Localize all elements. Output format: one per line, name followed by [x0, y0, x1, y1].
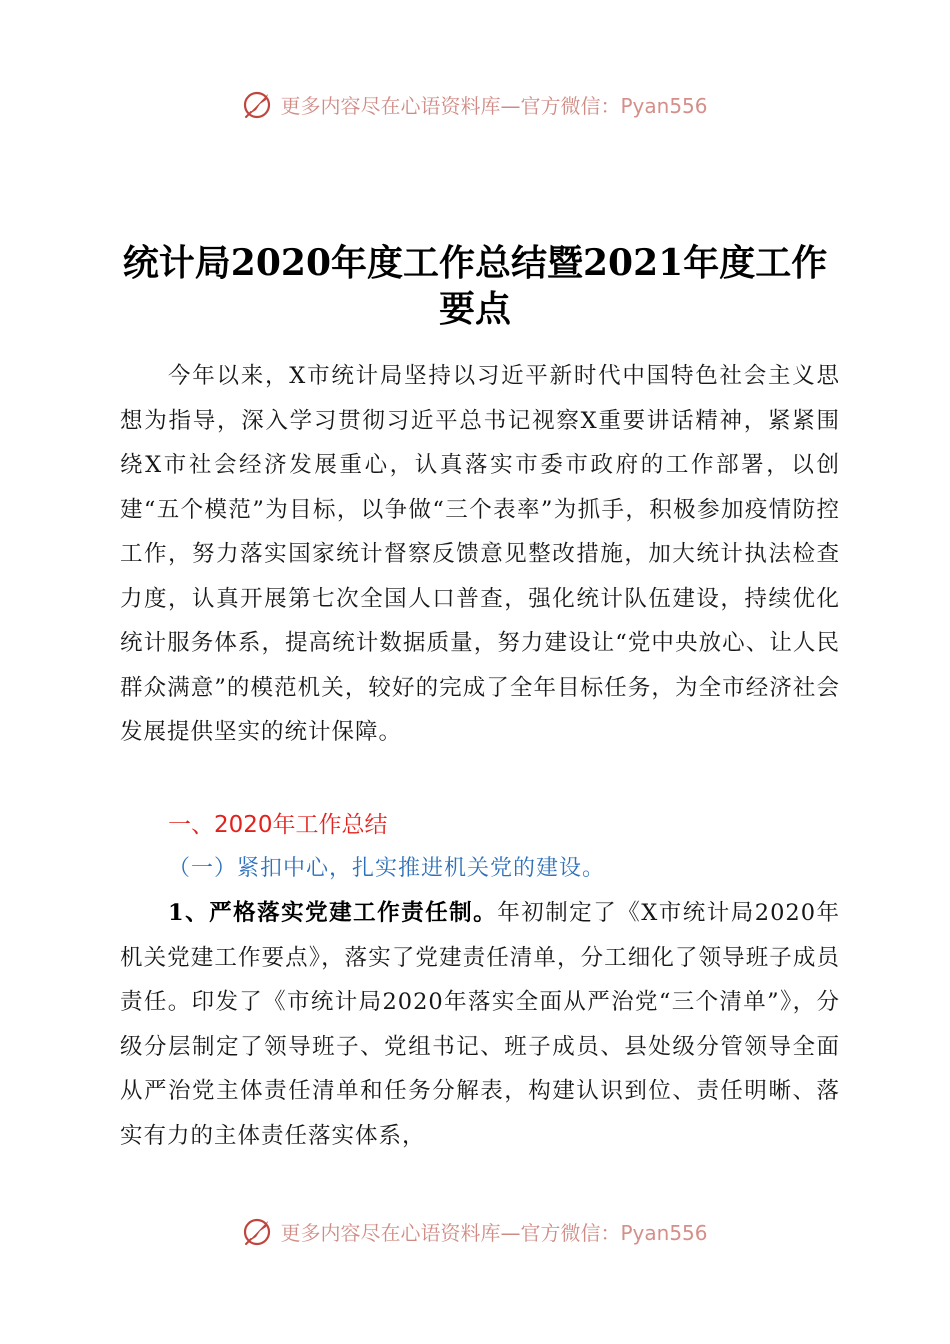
section-heading: 一、2020年工作总结	[168, 812, 388, 838]
item-lead: 1、严格落实党建工作责任制。	[168, 900, 498, 926]
quill-logo-icon	[242, 1215, 274, 1247]
quill-logo-icon	[242, 88, 274, 120]
item-text: 年初制定了《X市统计局2020年机关党建工作要点》，落实了党建责任清单，分工细化了领导班子成员责任。印发了《市统计局2020年落实全面从严治党“三个清单”》，分级分层制定了领导班子、党组书记、班子成员、县处级分管领导全面从严治党主体责任清单和任务分解表，构建认识到位、责任明晰、落实有力的主体责任落实体系，	[120, 900, 841, 1149]
watermark-text: 更多内容尽在心语资料库—官方微信：Pyan556	[280, 1220, 708, 1245]
watermark-header	[0, 84, 950, 124]
intro-paragraph: 今年以来，X市统计局坚持以习近平新时代中国特色社会主义思想为指导，深入学习贯彻习近平总书记视察X重要讲话精神，紧紧围绕X市社会经济发展重心，认真落实市委市政府的工作部署，以创建“五个模范”为目标，以争做“三个表率”为抓手，积极参加疫情防控工作，努力落实国家统计督察反馈意见整改措施，加大统计执法检查力度，认真开展第七次全国人口普查，强化统计队伍建设，持续优化统计服务体系，提高统计数据质量，努力建设让“党中央放心、让人民群众满意”的模范机关，较好的完成了全年目标任务，为全市经济社会发展提供坚实的统计保障。	[120, 363, 840, 745]
watermark-text: 更多内容尽在心语资料库—官方微信：Pyan556	[280, 93, 708, 118]
item-paragraph	[120, 891, 840, 1158]
watermark-wechat-id: Pyan556	[620, 93, 708, 118]
subsection-heading: （一）紧扣中心，扎实推进机关党的建设。	[168, 856, 606, 881]
watermark-footer	[0, 1211, 950, 1251]
watermark-wechat-id: Pyan556	[620, 1220, 708, 1245]
document-title: 统计局2020年度工作总结暨2021年度工作要点	[122, 242, 828, 330]
